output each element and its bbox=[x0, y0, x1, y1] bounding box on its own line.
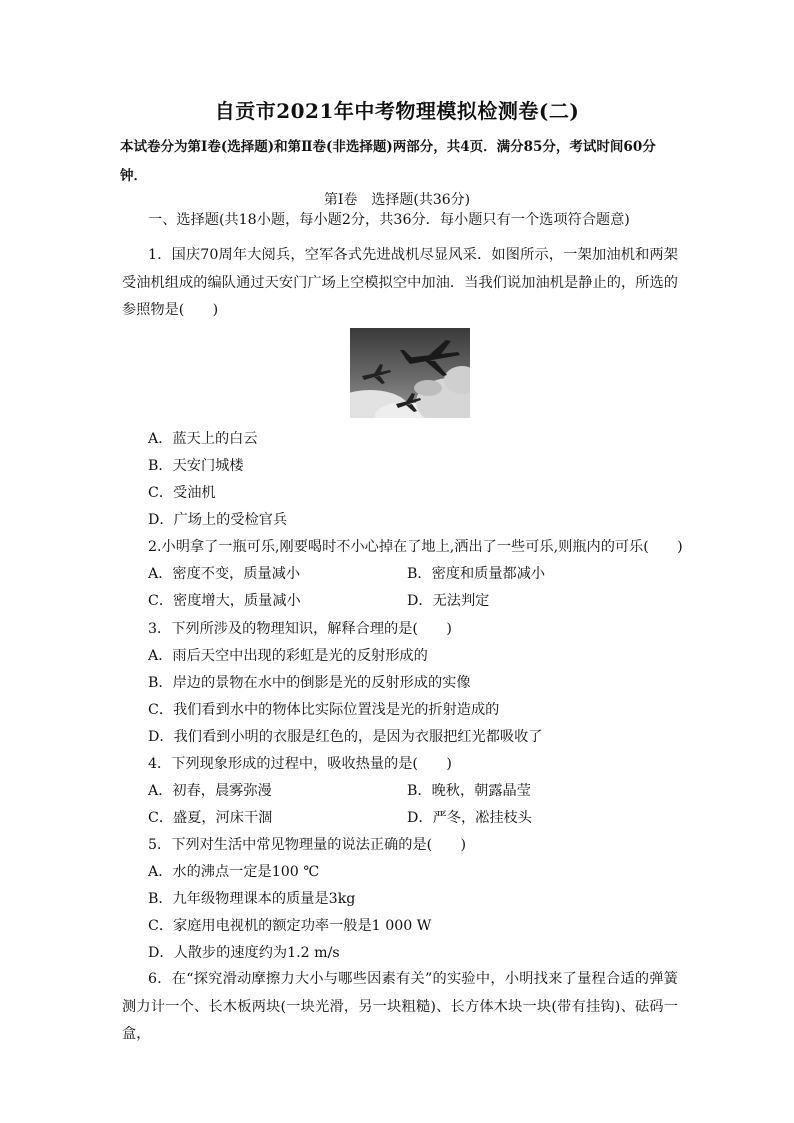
question-5-stem: 5．下列对生活中常见物理量的说法正确的是( ) bbox=[148, 837, 467, 853]
question-4-option-b: B．晚秋，朝露晶莹 bbox=[407, 783, 531, 799]
question-2-stem: 2.小明拿了一瓶可乐,刚要喝时不小心掉在了地上,洒出了一些可乐,则瓶内的可乐( ) bbox=[148, 539, 683, 555]
question-4-option-c: C．盛夏，河床干涸 bbox=[148, 810, 273, 826]
question-3-option-c: C．我们看到水中的物体比实际位置浅是光的折射造成的 bbox=[148, 702, 500, 718]
question-5-option-c: C．家庭用电视机的额定功率一般是1 000 W bbox=[148, 918, 432, 934]
instructions: 一、选择题(共18小题，每小题2分，共36分．每小题只有一个选项符合题意) bbox=[148, 212, 630, 228]
question-3-option-a: A．雨后天空中出现的彩虹是光的反射形成的 bbox=[148, 648, 428, 664]
question-5-option-a: A．水的沸点一定是100 ℃ bbox=[148, 864, 320, 880]
question-1-option-d: D．广场上的受检官兵 bbox=[148, 512, 288, 528]
exam-intro: 本试卷分为第Ⅰ卷(选择题)和第Ⅱ卷(非选择题)两部分，共4页．满分85分，考试时间60分钟． bbox=[120, 139, 656, 184]
question-2-option-b: B．密度和质量都减小 bbox=[407, 566, 546, 582]
question-1-stem: 1．国庆70周年大阅兵，空军各式先进战机尽显风采．如图所示，一架加油机和两架受油机组成的编队通过天安门广场上空模拟空中加油．当我们说加油机是静止的，所选的参照物是( ) bbox=[122, 247, 678, 318]
question-3-option-b: B．岸边的景物在水中的倒影是光的反射形成的实像 bbox=[148, 675, 471, 691]
question-3-stem: 3．下列所涉及的物理知识，解释合理的是( ) bbox=[148, 621, 452, 637]
question-2-option-c: C．密度增大，质量减小 bbox=[148, 593, 301, 609]
question-1-option-a: A．蓝天上的白云 bbox=[148, 431, 258, 447]
question-4-option-d: D．严冬，凇挂枝头 bbox=[407, 810, 532, 826]
question-2-option-d: D．无法判定 bbox=[407, 593, 490, 609]
question-5-option-d: D．人散步的速度约为1.2 m/s bbox=[148, 945, 340, 961]
page-title: 自贡市2021年中考物理模拟检测卷(二) bbox=[214, 99, 580, 123]
question-4-stem: 4．下列现象形成的过程中，吸收热量的是( ) bbox=[148, 756, 452, 772]
aircraft-refueling-photo bbox=[350, 328, 470, 418]
question-6-stem: 6．在“探究滑动摩擦力大小与哪些因素有关”的实验中，小明找来了量程合适的弹簧测力计一个、长木板两块(一块光滑，另一块粗糙)、长方体木块一块(带有挂钩)、砝码一盒， bbox=[122, 971, 678, 1042]
question-1-option-c: C．受油机 bbox=[148, 485, 216, 501]
question-1-option-b: B．天安门城楼 bbox=[148, 458, 244, 474]
question-2-option-a: A．密度不变，质量减小 bbox=[148, 566, 301, 582]
question-3-option-d: D．我们看到小明的衣服是红色的，是因为衣服把红光都吸收了 bbox=[148, 729, 543, 745]
section-header: 第Ⅰ卷 选择题(共36分) bbox=[323, 192, 471, 208]
question-5-option-b: B．九年级物理课本的质量是3kg bbox=[148, 891, 356, 907]
question-4-option-a: A．初春，晨雾弥漫 bbox=[148, 783, 272, 799]
